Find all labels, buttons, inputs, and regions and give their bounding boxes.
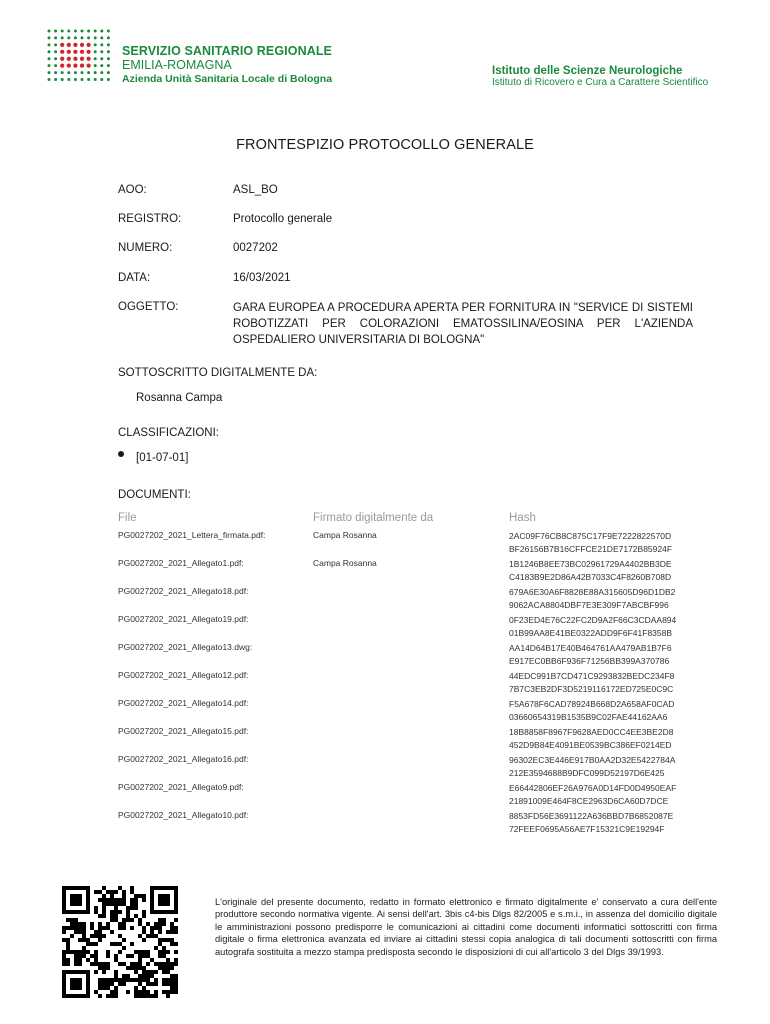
- hash-line1: 96302EC3E446E917B0AA2D32E5422784A: [509, 755, 676, 765]
- organization-name: [122, 44, 332, 86]
- hash-line1: F5A678F6CAD78924B668D2A658AF0CAD: [509, 699, 675, 709]
- file-name: PG0027202_2021_Allegato14.pdf:: [118, 698, 249, 708]
- hash-value: [509, 754, 675, 780]
- numero-value: 0027202: [233, 242, 278, 254]
- col-header-hash: Hash: [509, 512, 536, 524]
- file-name: PG0027202_2021_Allegato19.pdf:: [118, 614, 249, 624]
- hash-line2: E917EC0BB6F936F71256BB399A370786: [509, 656, 670, 666]
- table-row: [0, 528, 770, 556]
- institute-name: [492, 65, 708, 89]
- hash-line1: 1B1246B8EE73BC02961729A4402BB3DE: [509, 559, 672, 569]
- aoo-value: ASL_BO: [233, 184, 278, 196]
- hash-line2: 72FEEF0695A56AE7F15321C9E19294F: [509, 824, 665, 834]
- hash-line1: E66442806EF26A976A0D14FD0D4950EAF: [509, 783, 677, 793]
- hash-line1: 8853FD56E3691122A636BBD7B6852087E: [509, 811, 674, 821]
- hash-line2: 452D9B84E4091BE0539BC386EF0214ED: [509, 740, 672, 750]
- hash-line1: 0F23ED4E76C22FC2D9A2F66C3CDAA894: [509, 615, 677, 625]
- legal-notice: L'originale del presente documento, redatto in formato elettronico e firmato digitalmente e' conservato a cura dell'ente produttore secondo normativa vigente. Ai sensi dell'art. 3bis c4-bis Dlgs 82/2005 e s.m.i., in assenza del domicilio digitale le amministrazioni possono predisporre le comunicazioni ai cittadini come documenti informatici sottoscritti con firma digitale o firma elettronica avanzata ed inviare ai cittadini stessi copia analogica di tali documenti sottoscritti con firma autografa sostituita a mezzo stampa predisposta secondo le disposizioni di cui all'articolo 3 del Dlgs 39/1993.: [215, 897, 717, 957]
- col-header-signed: Firmato digitalmente da: [313, 512, 434, 524]
- signed-by: Campa Rosanna: [313, 530, 377, 540]
- hash-line2: 03660654319B1535B9C02FAE44162AA6: [509, 712, 668, 722]
- hash-line2: 21891009E464F8CE2963D6CA60D7DCE: [509, 796, 669, 806]
- file-name: PG0027202_2021_Allegato18.pdf:: [118, 586, 249, 596]
- file-name: PG0027202_2021_Allegato9.pdf:: [118, 782, 244, 792]
- bullet-icon: [118, 451, 124, 457]
- table-row: [0, 612, 770, 640]
- table-row: [0, 724, 770, 752]
- hash-value: [509, 810, 673, 836]
- hash-value: [509, 586, 675, 612]
- org-line2: EMILIA-ROMAGNA: [122, 58, 232, 72]
- registro-value: Protocollo generale: [233, 213, 333, 225]
- table-row: [0, 556, 770, 584]
- hash-value: [509, 558, 672, 584]
- signed-by: Campa Rosanna: [313, 558, 377, 568]
- aoo-label: AOO:: [118, 184, 147, 196]
- file-name: PG0027202_2021_Allegato15.pdf:: [118, 726, 249, 736]
- qr-code-icon: [62, 886, 178, 998]
- classifications-heading: CLASSIFICAZIONI:: [118, 427, 219, 439]
- data-value: 16/03/2021: [233, 272, 291, 284]
- hash-value: [509, 670, 674, 696]
- table-row: [0, 808, 770, 836]
- signer-name: Rosanna Campa: [136, 392, 223, 404]
- hash-value: [509, 642, 672, 668]
- hash-value: [509, 698, 674, 724]
- numero-label: NUMERO:: [118, 242, 173, 254]
- signatures-heading: SOTTOSCRITTO DIGITALMENTE DA:: [118, 367, 318, 379]
- file-name: PG0027202_2021_Lettera_firmata.pdf:: [118, 530, 266, 540]
- hash-value: [509, 530, 672, 556]
- hash-line2: BF26156B7B16CFFCE21DE7172B85924F: [509, 544, 673, 554]
- document-title: FRONTESPIZIO PROTOCOLLO GENERALE: [236, 137, 534, 153]
- hash-line2: C4183B9E2D86A42B7033C4F8260B708D: [509, 572, 672, 582]
- file-name: PG0027202_2021_Allegato16.pdf:: [118, 754, 249, 764]
- table-row: [0, 584, 770, 612]
- org-line3: Azienda Unità Sanitaria Locale di Bologna: [122, 73, 333, 85]
- institute-line2: Istituto di Ricovero e Cura a Carattere Scientifico: [492, 77, 709, 88]
- hash-value: [509, 782, 676, 808]
- table-row: [0, 752, 770, 780]
- data-label: DATA:: [118, 272, 151, 284]
- institute-line1: Istituto delle Scienze Neurologiche: [492, 65, 683, 77]
- hash-value: [509, 614, 676, 640]
- documents-heading: DOCUMENTI:: [118, 489, 191, 501]
- classification-item: [01-07-01]: [136, 452, 189, 464]
- file-name: PG0027202_2021_Allegato10.pdf:: [118, 810, 249, 820]
- table-row: [0, 640, 770, 668]
- hash-line1: 18B8858F8967F9628AED0CC4EE3BE2D8: [509, 727, 674, 737]
- col-header-file: File: [118, 512, 137, 524]
- table-row: [0, 780, 770, 808]
- hash-line1: 44EDC991B7CD471C9293832BEDC234F8: [509, 671, 675, 681]
- hash-line2: 7B7C3EB2DF3D5219116172ED725E0C9C: [509, 684, 674, 694]
- hash-line2: 212E3594688B9DFC099D52197D6E425: [509, 768, 665, 778]
- ssr-logo-icon: [46, 28, 112, 84]
- org-line1: SERVIZIO SANITARIO REGIONALE: [122, 44, 332, 58]
- file-name: PG0027202_2021_Allegato12.pdf:: [118, 670, 249, 680]
- file-name: PG0027202_2021_Allegato1.pdf:: [118, 558, 244, 568]
- oggetto-value: GARA EUROPEA A PROCEDURA APERTA PER FORNITURA IN "SERVICE DI SISTEMI ROBOTIZZATI PER COLORAZIONI EMATOSSILINA/EOSINA PER L'AZIENDA OSPEDALIERO UNIVERSITARIA DI BOLOGNA": [233, 302, 693, 346]
- registro-label: REGISTRO:: [118, 213, 182, 225]
- file-name: PG0027202_2021_Allegato13.dwg:: [118, 642, 253, 652]
- hash-line1: 679A6E30A6F8828E88A315605D96D1DB2: [509, 587, 676, 597]
- hash-line2: 9062ACA8804DBF7E3E309F7ABCBF996: [509, 600, 669, 610]
- table-row: [0, 668, 770, 696]
- table-row: [0, 696, 770, 724]
- oggetto-label: OGGETTO:: [118, 301, 179, 313]
- hash-line1: 2AC09F76CB8C875C17F9E7222822570D: [509, 531, 672, 541]
- hash-line1: AA14D64B17E40B464761AA479AB1B7F6: [509, 643, 672, 653]
- hash-value: [509, 726, 673, 752]
- hash-line2: 01B99AA8E41BE0322ADD9F6F41F8358B: [509, 628, 673, 638]
